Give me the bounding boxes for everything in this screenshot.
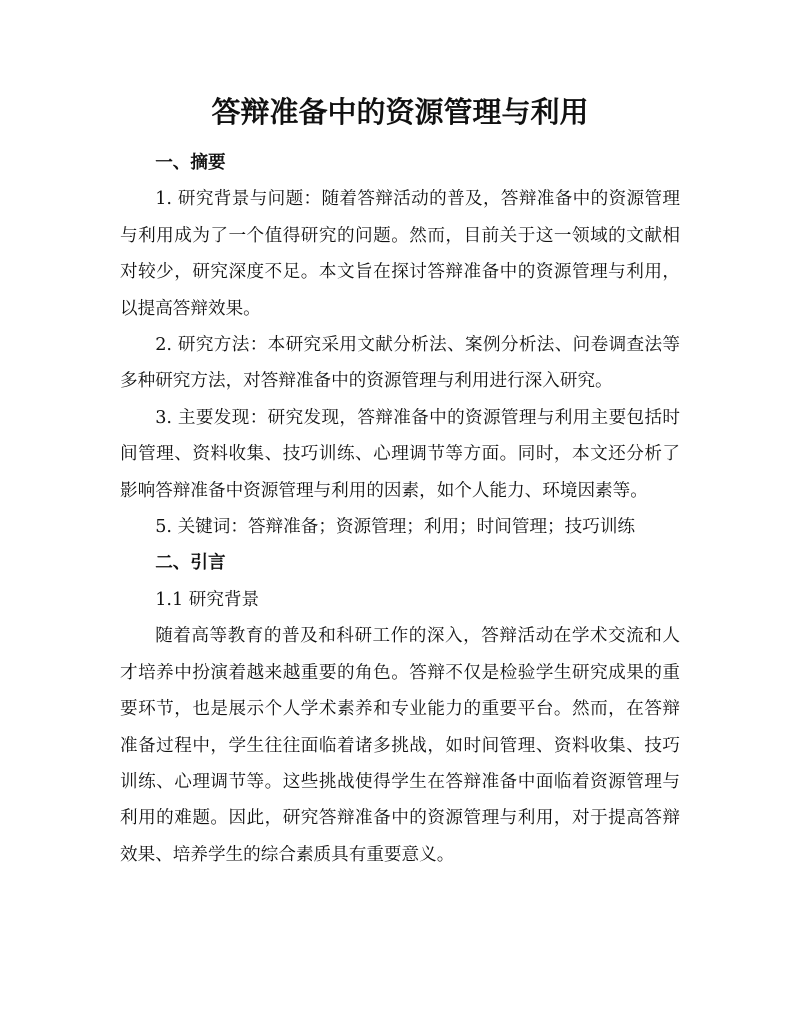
paragraph-introduction-body: 随着高等教育的普及和科研工作的深入，答辩活动在学术交流和人才培养中扮演着越来越重要的角色。答辩不仅是检验学生研究成果的重要环节，也是展示个人学术素养和专业能力的重要平台。然而，在答辩准备过程中，学生往往面临着诸多挑战，如时间管理、资料收集、技巧训练、心理调节等。这些挑战使得学生在答辩准备中面临着资源管理与利用的难题。因此，研究答辩准备中的资源管理与利用，对于提高答辩效果、培养学生的综合素质具有重要意义。: [120, 626, 680, 865]
paragraph-main-findings: 3. 主要发现：研究发现，答辩准备中的资源管理与利用主要包括时间管理、资料收集、技巧训练、心理调节等方面。同时，本文还分析了影响答辩准备中资源管理与利用的因素，如个人能力、环境因素等。: [120, 407, 680, 501]
subsection-heading-background: 1.1 研究背景: [155, 589, 260, 610]
section-heading-abstract: 一、摘要: [155, 153, 226, 173]
document-body: [120, 145, 680, 873]
paragraph-keywords: 5. 关键词：答辩准备；资源管理；利用；时间管理；技巧训练: [155, 517, 636, 538]
document-title: 答辩准备中的资源管理与利用: [211, 95, 589, 129]
section-heading-introduction: 二、引言: [155, 553, 226, 574]
paragraph-research-background: 1. 研究背景与问题：随着答辩活动的普及，答辩准备中的资源管理与利用成为了一个值得研究的问题。然而，目前关于这一领域的文献相对较少，研究深度不足。本文旨在探讨答辩准备中的资源管理与利用，以提高答辩效果。: [120, 189, 680, 319]
paragraph-research-methods: 2. 研究方法：本研究采用文献分析法、案例分析法、问卷调查法等多种研究方法，对答辩准备中的资源管理与利用进行深入研究。: [120, 335, 680, 392]
